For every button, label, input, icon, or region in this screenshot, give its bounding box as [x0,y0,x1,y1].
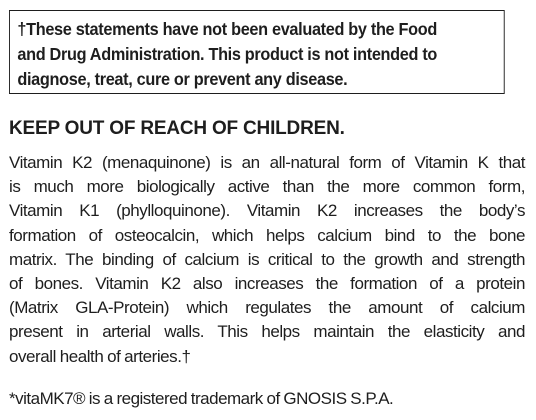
description-line: of bones. Vitamin K2 also increases the formation of a protein [9,274,525,294]
fda-disclaimer-box [9,10,505,94]
description-line: overall health of arteries.† [9,346,191,366]
trademark-footnote: *vitaMK7® is a registered trademark of GNOSIS S.P.A. [9,389,394,408]
description-line: present in arterial walls. This helps maintain the elasticity and [9,322,525,342]
disclaimer-line: and Drug Administration. This product is not intended to [17,44,438,64]
description-line: Vitamin K2 (menaquinone) is an all-natural form of Vitamin K that [9,153,525,172]
description-line: (Matrix GLA-Protein) which regulates the amount of calcium [9,298,525,318]
description-line: matrix. The binding of calcium is critical to the growth and strength [9,249,525,269]
description-line: formation of osteocalcin, which helps calcium bind to the bone [9,225,525,245]
child-warning-heading: KEEP OUT OF REACH OF CHILDREN. [9,118,345,139]
description-line: Vitamin K1 (phylloquinone). Vitamin K2 increases the body’s [9,201,525,221]
product-description [9,151,525,369]
disclaimer-line: diagnose, treat, cure or prevent any disease. [17,69,348,89]
disclaimer-line: †These statements have not been evaluated by the Food [17,19,437,39]
description-line: is much more biologically active than the more common form, [9,177,525,197]
